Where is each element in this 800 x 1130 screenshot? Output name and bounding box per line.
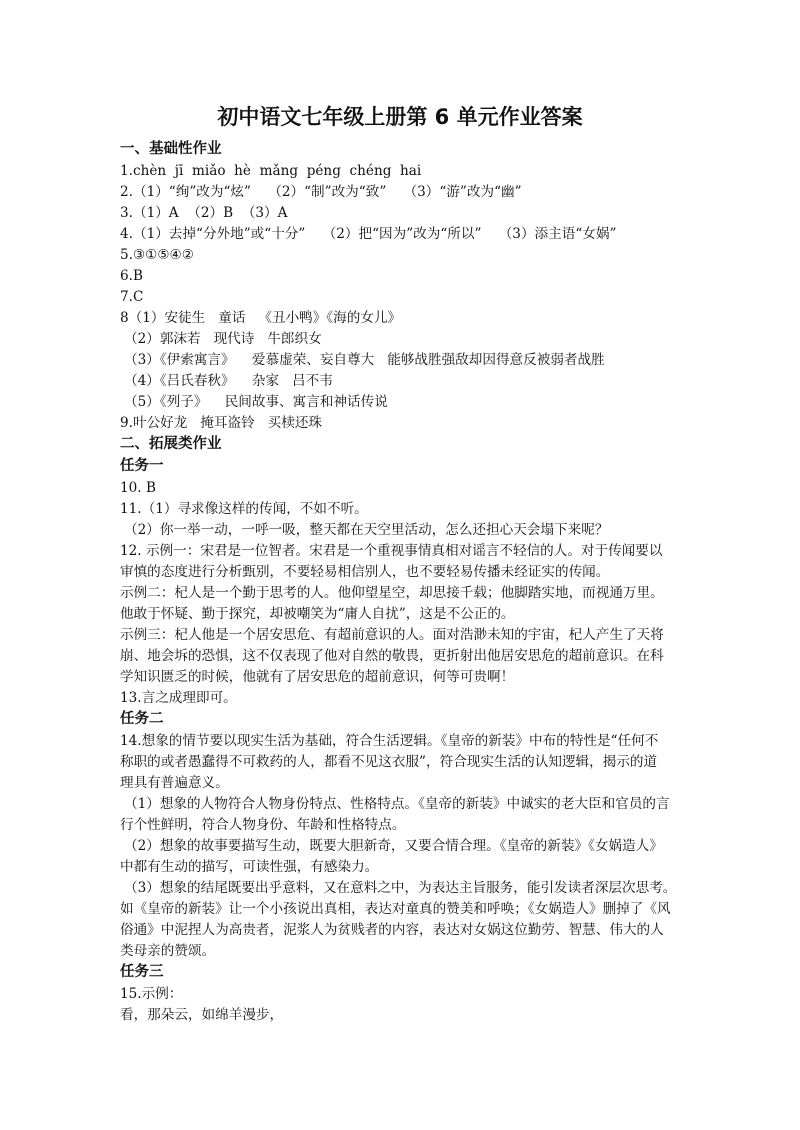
answer-line-12-e: 示例三：杞人他是一个居安思危、有超前意识的人。面对浩渺未知的宇宙，杞人产生了天将 (120, 627, 664, 643)
answer-line-11-1: 11.（1）寻求像这样的传闻，不如不听。 (120, 501, 368, 517)
answer-line-14-3c: 俗通》中泥捏人为高贵者，泥浆人为贫贱者的内容，表达对女娲这位勤劳、智慧、伟大的人 (120, 922, 664, 938)
answer-line-8-2: （2）郭沫若 现代诗 牛郎织女 (124, 331, 322, 347)
task-heading-2: 任务二 (120, 711, 164, 727)
section-heading-basic: 一、基础性作业 (120, 141, 222, 157)
answer-line-7: 7.C (120, 289, 144, 305)
answer-line-14-2b: 中都有生动的描写，可读性强，有感染力。 (120, 859, 379, 875)
page-title: 初中语文七年级上册第 6 单元作业答案 (217, 105, 583, 129)
answer-line-12-f: 崩、地会坼的恐惧，这不仅表现了他对自然的敬畏，更折射出他居安思危的超前意识。在科 (120, 648, 664, 664)
task-heading-3: 任务三 (120, 964, 164, 980)
answer-line-8-3: （3）《伊索寓言》 爱慕虚荣、妄自尊大 能够战胜强敌却因得意反被弱者战胜 (124, 352, 605, 368)
answer-line-8-4: （4）《吕氏春秋》 杂家 吕不韦 (124, 373, 333, 389)
answer-line-1: 1.chèn jī miǎo hè mǎng péng chéng hai (120, 163, 422, 179)
answer-line-3: 3.（1）A （2）B （3）A (120, 205, 288, 221)
answer-line-14-c: 理具有普遍意义。 (120, 775, 229, 791)
answer-line-12-c: 示例二：杞人是一个勤于思考的人。他仰望星空，却思接千载；他脚踏实地，而视通万里。 (120, 585, 664, 601)
answer-line-14-1a: （1）想象的人物符合人物身份特点、性格特点。《皇帝的新装》中诚实的老大臣和官员的言 (124, 796, 670, 812)
answer-line-11-2: （2）你一举一动，一呼一吸，整天都在天空里活动，怎么还担心天会塌下来呢？ (124, 522, 609, 538)
answer-line-14-a: 14.想象的情节要以现实生活为基础，符合生活逻辑。《皇帝的新装》中布的特性是“任何不 (120, 733, 659, 749)
answer-line-8-1: 8（1）安徒生 童话 《丑小鸭》《海的女儿》 (120, 310, 402, 326)
answer-line-14-3a: （3）想象的结尾既要出乎意料，又在意料之中，为表达主旨服务，能引发读者深层次思考。 (124, 880, 677, 896)
answer-line-12-b: 审慎的态度进行分析甄别，不要轻易相信别人，也不要轻易传播未经证实的传闻。 (120, 564, 610, 580)
answer-line-9: 9.叶公好龙 掩耳盗铃 买椟还珠 (120, 415, 323, 431)
answer-line-14-2a: （2）想象的故事要描写生动，既要大胆新奇，又要合情合理。《皇帝的新装》《女娲造人》 (124, 838, 663, 854)
answer-line-4: 4.（1）去掉“分外地”或“十分” （2）把“因为”改为“所以” （3）添主语“女娲” (120, 226, 617, 242)
answer-line-13: 13.言之成理即可。 (120, 690, 237, 706)
answer-line-14-3d: 类母亲的赞颂。 (120, 943, 216, 959)
task-heading-1: 任务一 (120, 458, 164, 474)
answer-line-14-3b: 如《皇帝的新装》让一个小孩说出真相，表达对童真的赞美和呼唤；《女娲造人》删掉了《风 (120, 901, 671, 917)
answer-line-15: 15.示例： (120, 986, 183, 1002)
answer-line-15-a: 看，那朵云，如绵羊漫步， (120, 1007, 284, 1023)
answer-line-12-a: 12. 示例一：宋君是一位智者。宋君是一个重视事情真相对谣言不轻信的人。对于传闻要以 (120, 543, 663, 559)
answer-line-6: 6.B (120, 268, 143, 284)
answer-line-5: 5.③①⑤④② (120, 247, 194, 263)
answer-line-10: 10. B (120, 480, 156, 496)
answer-line-8-5: （5）《列子》 民间故事、寓言和神话传说 (124, 394, 388, 410)
answer-line-12-d: 他敢于怀疑、勤于探究，却被嘲笑为“庸人自扰”，这是不公正的。 (120, 606, 515, 622)
answer-line-12-g: 学知识匮乏的时候，他就有了居安思危的超前意识，何等可贵啊！ (120, 669, 515, 685)
answer-line-2: 2.（1）“绚”改为“炫” （2）“制”改为“致” （3）“游”改为“幽” (120, 184, 522, 200)
section-heading-extended: 二、拓展类作业 (120, 436, 222, 452)
answer-line-14-b: 称职的或者愚蠢得不可救药的人，都看不见这衣服”，符合现实生活的认知逻辑，揭示的道 (120, 754, 658, 770)
answer-line-14-1b: 行个性鲜明，符合人物身份、年龄和性格特点。 (120, 817, 406, 833)
